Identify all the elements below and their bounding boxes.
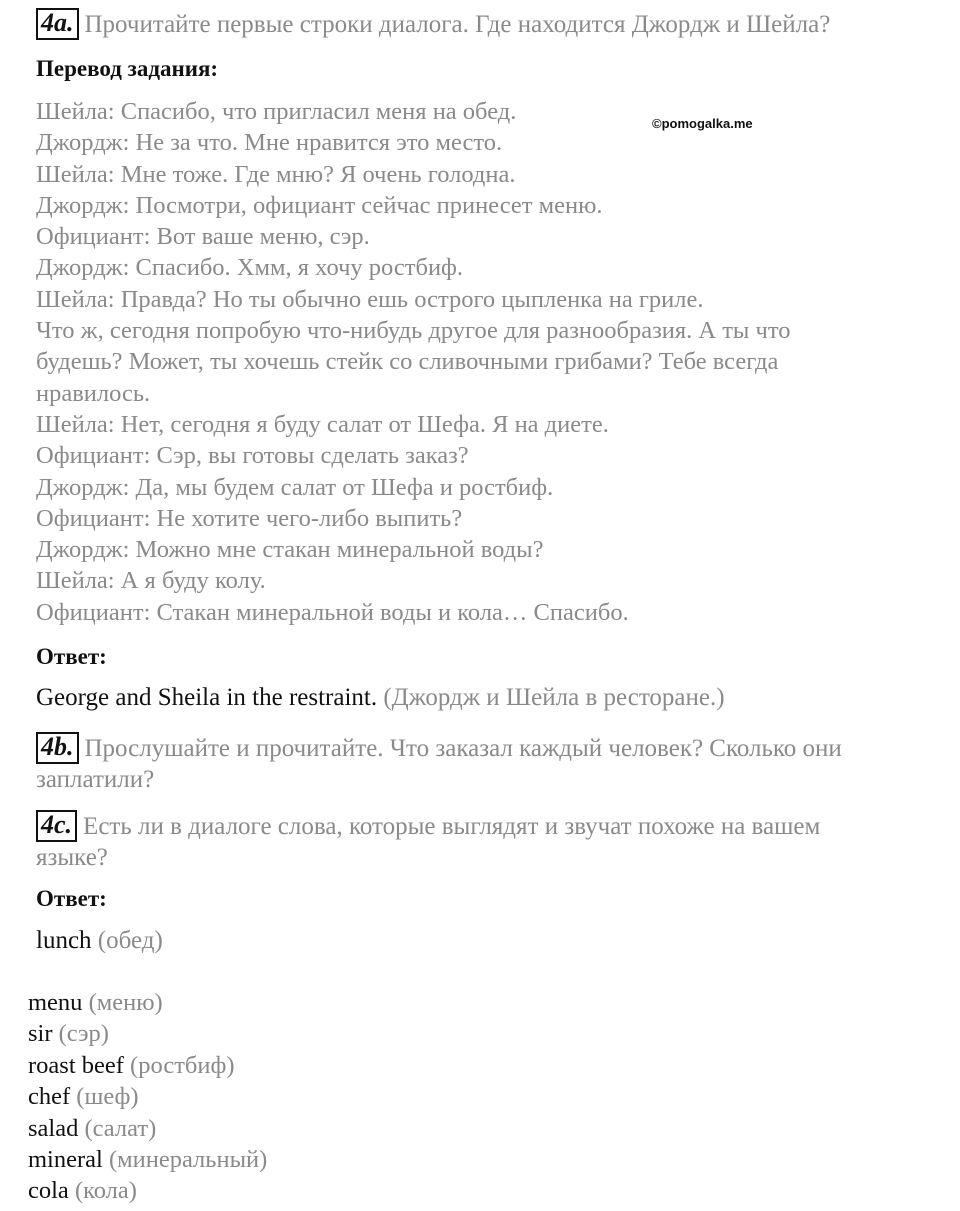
word-pair: [28, 1113, 267, 1144]
dialogue-line: Джордж: Спасибо. Хмм, я хочу ростбиф.: [36, 254, 464, 282]
word-english: mineral: [28, 1146, 103, 1174]
dialogue-line: нравилось.: [36, 379, 151, 407]
task-4c: [36, 810, 820, 843]
watermark: ©pomogalka.me: [652, 116, 753, 131]
dialogue-line: Официант: Стакан минеральной воды и кола… Спасибо.: [36, 598, 629, 626]
dialogue-line: Шейла: Мне тоже. Где мню? Я очень голодна.: [36, 160, 516, 188]
word-pair: [28, 1175, 267, 1206]
task-4b: [36, 732, 842, 765]
task-badge-4b: 4b.: [36, 732, 79, 764]
word-pair: [28, 1081, 267, 1112]
task-badge-4a: 4a.: [36, 8, 79, 40]
dialogue-line: Шейла: А я буду колу.: [36, 567, 266, 595]
word-russian: (меню): [88, 989, 163, 1016]
word-russian: (салат): [84, 1114, 157, 1142]
word-russian: (сэр): [58, 1020, 109, 1048]
task-4c-text-line-2: языке?: [36, 844, 108, 871]
word-pair: [36, 927, 163, 955]
translation-heading: Перевод задания:: [36, 56, 219, 81]
answer-english: George and Sheila in the restraint.: [36, 684, 378, 711]
word-russian: (шеф): [76, 1083, 139, 1111]
word-english: lunch: [36, 927, 92, 954]
dialogue-line: Джордж: Посмотри, официант сейчас принесет меню.: [36, 191, 603, 219]
word-russian: (обед): [97, 927, 163, 954]
task-badge-4c: 4c.: [36, 810, 77, 842]
dialogue-line: Джордж: Можно мне стакан минеральной воды?: [36, 536, 544, 564]
answer-heading: Ответ:: [36, 886, 107, 911]
dialogue-line: Шейла: Нет, сегодня я буду салат от Шефа. Я на диете.: [36, 410, 609, 438]
task-4b-text-line-2: заплатили?: [36, 766, 155, 793]
answer-1: [36, 684, 725, 712]
word-english: roast beef: [28, 1051, 124, 1079]
word-english: menu: [28, 989, 83, 1016]
dialogue-line: Джордж: Не за что. Мне нравится это место.: [36, 129, 503, 157]
word-pair: [28, 1050, 267, 1081]
word-list: [28, 987, 267, 1207]
word-english: chef: [28, 1083, 71, 1111]
dialogue-line: Официант: Вот ваше меню, сэр.: [36, 223, 370, 251]
dialogue-line: Шейла: Спасибо, что пригласил меня на обед.: [36, 98, 517, 125]
word-pair: [28, 987, 267, 1018]
task-4c-text-line-1: Есть ли в диалоге слова, которые выглядят и звучат похоже на вашем: [83, 813, 821, 840]
dialogue-line: Официант: Не хотите чего-либо выпить?: [36, 504, 463, 532]
word-russian: (ростбиф): [130, 1051, 235, 1079]
dialogue-line: Что ж, сегодня попробую что-нибудь другое для разнообразия. А ты что: [36, 317, 791, 345]
dialogue-line: Джордж: Да, мы будем салат от Шефа и ростбиф.: [36, 473, 554, 501]
answer-heading: Ответ:: [36, 644, 107, 669]
task-4a: [36, 8, 830, 41]
task-4a-text: Прочитайте первые строки диалога. Где находится Джордж и Шейла?: [84, 11, 831, 38]
word-english: cola: [28, 1177, 69, 1205]
word-russian: (кола): [74, 1177, 137, 1205]
dialogue-line: будешь? Может, ты хочешь стейк со сливочными грибами? Тебе всегда: [36, 348, 779, 376]
task-4b-text-line-1: Прослушайте и прочитайте. Что заказал каждый человек? Сколько они: [84, 735, 842, 762]
answer-russian: (Джордж и Шейла в ресторане.): [383, 684, 725, 711]
dialogue-block: [36, 96, 790, 628]
word-english: sir: [28, 1020, 53, 1048]
dialogue-line: Официант: Сэр, вы готовы сделать заказ?: [36, 442, 469, 470]
word-english: salad: [28, 1114, 79, 1142]
dialogue-line: Шейла: Правда? Но ты обычно ешь острого цыпленка на гриле.: [36, 285, 704, 313]
word-russian: (минеральный): [108, 1146, 268, 1174]
word-pair: [28, 1018, 267, 1049]
word-pair: [28, 1144, 267, 1175]
